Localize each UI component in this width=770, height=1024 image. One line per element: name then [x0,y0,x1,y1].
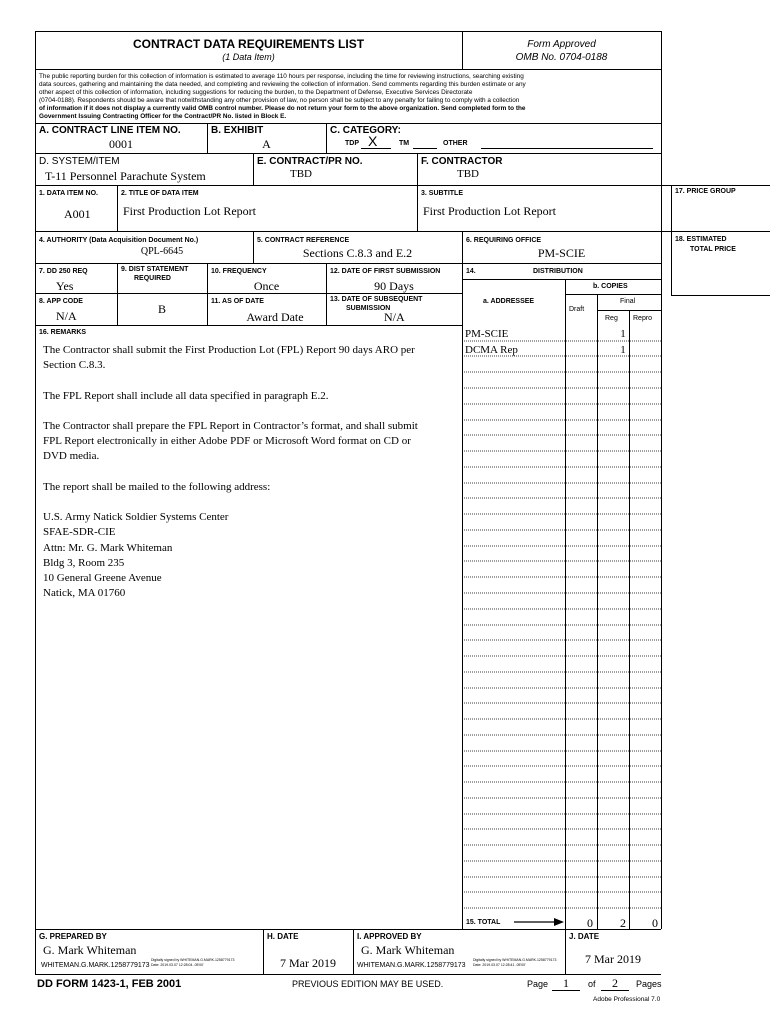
total-arrow-icon [514,918,564,926]
total-reg[interactable]: 2 [620,916,626,930]
final-label: Final [620,298,636,305]
distribution-addressee[interactable]: PM-SCIE [465,328,509,340]
repro-label: Repro [633,315,653,322]
dist-statement-value[interactable]: B [157,302,166,316]
reg-label: Reg [605,315,618,322]
frequency-value[interactable]: Once [253,279,280,293]
requiring-office-value[interactable]: PM-SCIE [537,246,586,260]
page-number[interactable]: 1 [563,976,569,990]
prepared-by-signer[interactable]: WHITEMAN.G.MARK.1258779173 [41,962,150,969]
omb-number: OMB No. 0704-0188 [515,52,608,63]
system-item-label: D. SYSTEM/ITEM [39,156,120,167]
approved-by-signature-line1: Digitally signed by WHITEMAN.G.MARK.1258779173 [473,958,557,962]
distribution-number-label: 14. [466,268,476,275]
total-price-label: TOTAL PRICE [690,246,736,253]
prepared-date-label: H. DATE [267,932,299,941]
edition-note: PREVIOUS EDITION MAY BE USED. [292,979,444,989]
estimated-price-label: 18. ESTIMATED [675,236,727,243]
category-tm-label: TM [399,140,410,147]
first-submission-label: 12. DATE OF FIRST SUBMISSION [330,268,441,275]
contractor-label: F. CONTRACTOR [421,156,503,167]
of-label: of [588,979,596,989]
as-of-date-label: 11. AS OF DATE [211,298,264,305]
form-title: CONTRACT DATA REQUIREMENTS LIST [132,37,365,51]
contractor-value[interactable]: TBD [457,168,479,180]
authority-value[interactable]: QPL-6645 [140,246,184,257]
draft-label: Draft [569,306,585,313]
category-tdp-checkmark[interactable]: X [368,133,378,149]
category-other-label: OTHER [443,140,468,147]
contract-line-item-value[interactable]: 0001 [109,137,133,151]
app-code-value[interactable]: N/A [56,309,77,323]
contract-line-item-label: A. CONTRACT LINE ITEM NO. [39,125,181,136]
contract-reference-value[interactable]: Sections C.8.3 and E.2 [302,246,413,260]
app-code-label: 8. APP CODE [39,298,83,305]
category-label: C. CATEGORY: [330,125,401,136]
category-tdp-label: TDP [345,140,359,147]
distribution-reg-copies[interactable]: 1 [620,344,626,356]
exhibit-value[interactable]: A [262,137,271,151]
prepared-by-signature-line2: Date: 2019.03.07 12:28:04 -05'00' [151,963,204,967]
distribution-row-lines [462,325,662,915]
total-repro[interactable]: 0 [652,916,658,930]
prepared-by-name[interactable]: G. Mark Whiteman [43,943,137,957]
data-item-no-value[interactable]: A001 [64,207,91,221]
data-item-title-value[interactable]: First Production Lot Report [123,204,256,218]
approved-by-name[interactable]: G. Mark Whiteman [361,943,455,957]
approved-date-value[interactable]: 7 Mar 2019 [585,952,641,966]
pages-label: Pages [636,979,662,989]
data-item-no-label: 1. DATA ITEM NO. [39,190,98,197]
frequency-label: 10. FREQUENCY [211,268,267,275]
dist-statement-label-2: REQUIRED [134,275,171,282]
system-item-value[interactable]: T-11 Personnel Parachute System [45,169,206,183]
distribution-addressee[interactable]: DCMA Rep [465,344,518,356]
approved-by-signer[interactable]: WHITEMAN.G.MARK.1258779173 [357,962,466,969]
subsequent-submission-label: 13. DATE OF SUBSEQUENT [330,296,423,303]
subsequent-submission-label-2: SUBMISSION [346,305,391,312]
remarks-label: 16. REMARKS [39,329,87,336]
software-note: Adobe Professional 7.0 [593,996,661,1003]
page-total[interactable]: 2 [612,976,618,990]
prepared-by-signature-line1: Digitally signed by WHITEMAN.G.MARK.1258779173 [151,958,235,962]
approved-by-signature-line2: Date: 2019.03.07 12:28:41 -05'00' [473,963,526,967]
total-draft[interactable]: 0 [587,916,593,930]
dd250-label: 7. DD 250 REQ [39,268,88,275]
as-of-date-value[interactable]: Award Date [246,310,304,324]
data-item-title-label: 2. TITLE OF DATA ITEM [121,190,199,197]
subtitle-value[interactable]: First Production Lot Report [423,204,556,218]
form-approved: Form Approved [527,39,596,50]
contract-reference-label: 5. CONTRACT REFERENCE [257,237,350,244]
approved-date-label: J. DATE [569,932,600,941]
copies-label: b. COPIES [593,283,628,290]
approved-by-label: I. APPROVED BY [357,932,422,941]
authority-label: 4. AUTHORITY (Data Acquisition Document No.) [39,237,199,244]
contract-pr-label: E. CONTRACT/PR NO. [257,156,363,167]
distribution-title: DISTRIBUTION [533,268,583,275]
prepared-date-value[interactable]: 7 Mar 2019 [280,956,336,970]
dist-statement-label: 9. DIST STATEMENT [121,266,189,273]
distribution-reg-copies[interactable]: 1 [620,328,626,340]
subsequent-submission-value[interactable]: N/A [384,310,405,324]
dd250-value[interactable]: Yes [56,279,74,293]
first-submission-value[interactable]: 90 Days [374,279,414,293]
page-label: Page [527,979,549,989]
requiring-office-label: 6. REQUIRING OFFICE [466,237,542,244]
form-subtitle: (1 Data Item) [222,52,275,62]
form-id: DD FORM 1423-1, FEB 2001 [37,978,182,990]
exhibit-label: B. EXHIBIT [211,125,264,136]
burden-statement: The public reporting burden for this collection of information is estimated to average 110 hours per response, including the time for reviewing instructions, searching existing data sources, gathering and maintaining the data needed, and completing and reviewing the collection of information. Send comments regarding this burden estimate or any other aspect of this collection of information, including suggestions for reducing the burden, to the Department of Defense, Executive Services Directorate (0704-0188). Respondents should be aware that notwithstanding any other provision of law, no person shall be subject to any penalty for failing to comply with a collection of information if it does not display a currently valid OMB control number. Please do not return your form to the above organization. Send completed form to the Government Issuing Contracting Officer for the Contract/PR No. listed in Block E. [39,73,526,121]
total-label: 15. TOTAL [466,919,501,926]
price-group-label: 17. PRICE GROUP [675,188,736,195]
addressee-label: a. ADDRESSEE [483,298,535,305]
contract-pr-value[interactable]: TBD [290,168,312,180]
prepared-by-label: G. PREPARED BY [39,932,107,941]
subtitle-label: 3. SUBTITLE [421,190,464,197]
